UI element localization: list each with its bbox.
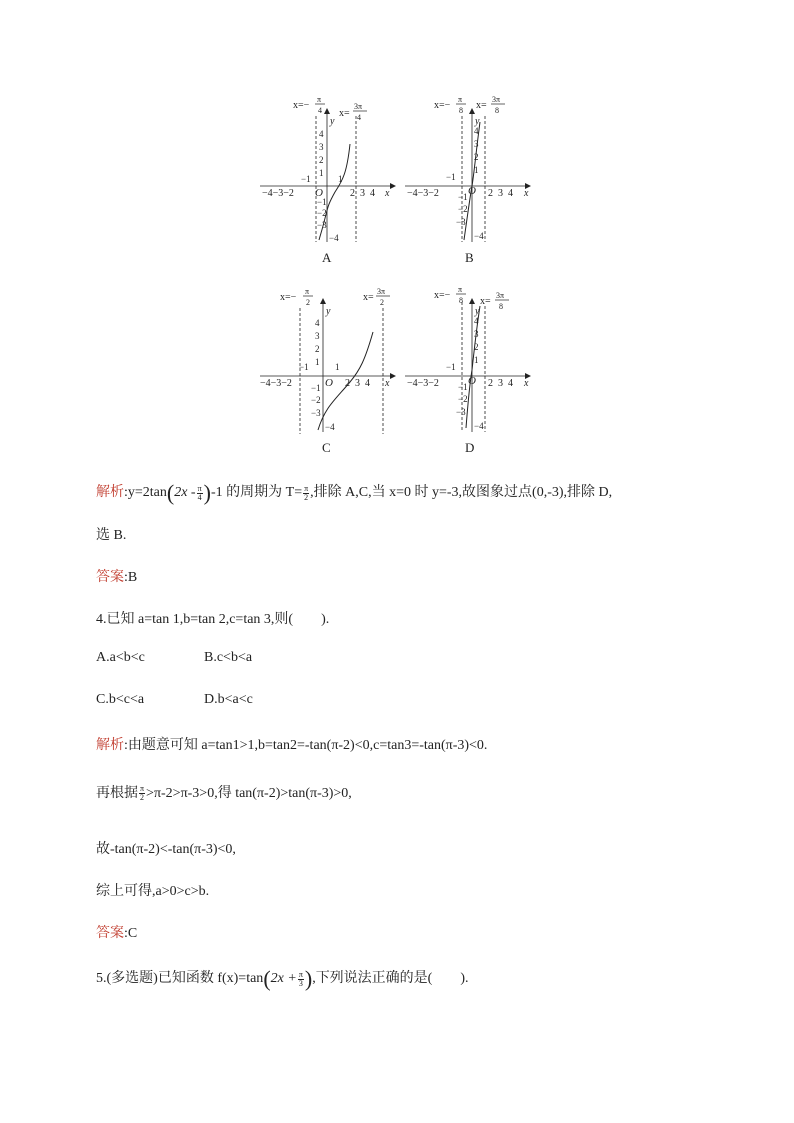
graph-a-yn3: −3 (317, 220, 327, 230)
graph-a-yn1: −1 (317, 197, 327, 207)
graph-c-origin: O (325, 377, 333, 389)
graph-c-x1: 1 (335, 362, 340, 372)
graph-c-yn2: −2 (311, 395, 321, 405)
graph-b-yn3: −3 (456, 217, 466, 227)
graph-c-y2: 2 (315, 344, 320, 354)
q3-answer (96, 566, 137, 586)
q4-options-row-1 (96, 650, 252, 666)
graph-b-right-asym-num: 3π (492, 95, 501, 104)
graph-a-y4: 4 (319, 129, 324, 139)
q4-analysis-label: 解析 (96, 738, 124, 753)
graph-a-y3: 3 (319, 142, 324, 152)
q3-analysis-label: 解析 (96, 485, 124, 501)
graph-d-caption: D (465, 440, 475, 455)
graph-c-yn4: −4 (325, 422, 335, 432)
q5-stem: 5.(多选题)已知函数 f(x)=tan(2x + $\frac{\pi}{3}$ ),下列说法正确的是( ). (96, 966, 469, 991)
q3-answer-value: :B (124, 570, 138, 585)
q4-analysis-text-1: :由题意可知 a=tan1>1,b=tan2=-tan(π-2)<0,c=tan3=-tan(π-3)<0. (124, 738, 488, 753)
graph-b-y4: 4 (474, 126, 479, 136)
q3-analysis-text-4: 选 B. (96, 528, 127, 543)
graph-d-y3: 3 (474, 329, 479, 339)
q4-option-d: D.b<a<c (204, 692, 253, 707)
graph-c-left-asym-den: 2 (306, 298, 310, 307)
q5-stem-inner: 2x + (270, 971, 297, 987)
graph-b-svg (400, 92, 700, 262)
q3-analysis-line-1: 解析:y=2tan(2x - $\frac{\pi}{4}$ )-1 的周期为 T= $\frac{\pi}{2}$ ,排除 A,C,当 x=0 时 y=-3,故图象过点(0,-3),排除 D, (96, 480, 613, 505)
graph-a-yn4: −4 (329, 233, 339, 243)
q4-analysis-3: 故-tan(π-2)<-tan(π-3)<0, (96, 842, 236, 857)
graph-d-xneg: −4−3−2 (407, 378, 439, 389)
graph-d-right-asym-label: x= (480, 296, 491, 307)
graph-a-y1: 1 (319, 168, 324, 178)
graph-a-xneg: −4−3−2 (262, 188, 294, 199)
graph-d-right-asym-num: 3π (496, 291, 505, 300)
q4-frac: $\frac{\pi}{2}$ (140, 784, 145, 803)
graph-b-left-asym-den: 8 (459, 106, 463, 115)
graph-c-xlabel: x (385, 378, 390, 389)
q5-stem-post: ,下列说法正确的是( ). (312, 971, 469, 987)
graph-d-y2: 2 (474, 342, 479, 352)
graph-c-y1: 1 (315, 357, 320, 367)
graph-a-ylabel: y (330, 116, 335, 127)
graph-d-ylabel: y (475, 306, 480, 317)
graph-d-yn1: −1 (458, 382, 468, 392)
graph-c-left-asym-label: x=− (280, 292, 297, 303)
graph-b-left-asym-num: π (458, 95, 463, 104)
q3-frac-1: $\frac{\pi}{4}$ (197, 483, 202, 502)
q3-analysis-text-1: :y=2tan (124, 485, 167, 501)
graph-c-y4: 4 (315, 318, 320, 328)
graph-c-yn1: −1 (311, 383, 321, 393)
graph-d-xpos: 2 3 4 (488, 378, 513, 389)
graph-b (400, 92, 700, 262)
graph-a-caption: A (322, 250, 332, 265)
graph-d-y1: 1 (474, 355, 479, 365)
graph-b-yn1: −1 (458, 192, 468, 202)
q5-frac: $\frac{\pi}{3}$ (298, 969, 303, 988)
q3-analysis-text-3: ,排除 A,C,当 x=0 时 y=-3,故图象过点(0,-3),排除 D, (310, 485, 613, 501)
graph-d-y4: 4 (474, 316, 479, 326)
graph-d (400, 282, 700, 452)
q4-answer (96, 922, 137, 942)
graph-a-y2: 2 (319, 155, 324, 165)
graph-a-left-asym-num: π (317, 95, 322, 104)
graph-b-caption: B (465, 250, 474, 265)
graph-a-xn1: −1 (301, 174, 311, 184)
graph-a-left-asym-den: 4 (318, 106, 322, 115)
graph-c-xneg: −4−3−2 (260, 378, 292, 389)
graph-c-xpos: 2 3 4 (345, 378, 370, 389)
q4-answer-value: :C (124, 926, 138, 941)
q4-answer-label: 答案 (96, 926, 124, 941)
graph-c-right-asym-num: 3π (377, 287, 386, 296)
q4-stem: 4.已知 a=tan 1,b=tan 2,c=tan 3,则( ). (96, 612, 330, 627)
graph-a-x1: 1 (338, 174, 343, 184)
graph-b-right-asym-den: 8 (495, 106, 499, 115)
graph-c-yn3: −3 (311, 408, 321, 418)
q3-answer-label: 答案 (96, 570, 124, 585)
graph-c-right-asym-den: 2 (380, 298, 384, 307)
graph-b-right-asym-label: x= (476, 100, 487, 111)
graph-b-ylabel: y (475, 116, 480, 127)
graph-b-yn4: −4 (474, 231, 484, 241)
graph-b-yn2: −2 (458, 204, 468, 214)
graph-a-xlabel: x (385, 188, 390, 199)
graph-a-right-asym-num: 3π (354, 102, 363, 111)
graph-d-xn1: −1 (446, 362, 456, 372)
q4-analysis-2-post: >π-2>π-3>0,得 tan(π-2)>tan(π-3)>0, (146, 786, 352, 801)
graph-b-xneg: −4−3−2 (407, 188, 439, 199)
graph-b-left-asym-label: x=− (434, 100, 451, 111)
graph-d-yn4: −4 (474, 421, 484, 431)
graph-c-ylabel: y (326, 306, 331, 317)
q3-analysis-inner: 2x - (174, 485, 196, 501)
graph-b-xn1: −1 (446, 172, 456, 182)
graph-c-right-asym-label: x= (363, 292, 374, 303)
graph-b-y3: 3 (474, 139, 479, 149)
graph-d-left-asym-num: π (458, 285, 463, 294)
graph-b-y2: 2 (474, 152, 479, 162)
graph-d-svg (400, 282, 700, 452)
q3-analysis-text-2: -1 的周期为 T= (210, 485, 303, 501)
q4-analysis-2-pre: 再根据 (96, 786, 138, 801)
q4-option-c: C.b<c<a (96, 692, 145, 707)
q4-option-a: A.a<b<c (96, 650, 145, 665)
q3-analysis-line-2 (96, 524, 126, 544)
q4-options-row-2 (96, 692, 253, 708)
graph-c-left-asym-num: π (305, 287, 310, 296)
q4-analysis-1 (96, 734, 487, 754)
q4-analysis-4: 综上可得,a>0>c>b. (96, 884, 210, 899)
graph-b-xlabel: x (524, 188, 529, 199)
q3-frac-2: $\frac{\pi}{2}$ (304, 483, 309, 502)
graph-a-yn2: −2 (317, 208, 327, 218)
graph-d-yn2: −2 (458, 394, 468, 404)
q4-analysis-2 (96, 782, 352, 802)
graph-d-left-asym-den: 8 (459, 296, 463, 305)
graph-d-xlabel: x (524, 378, 529, 389)
graph-d-yn3: −3 (456, 407, 466, 417)
graph-a-right-asym-label: x= (339, 108, 350, 119)
graph-a-xpos: 2 3 4 (350, 188, 375, 199)
graph-c-y3: 3 (315, 331, 320, 341)
graph-d-origin: O (468, 375, 476, 387)
graph-a-right-asym-den: 4 (357, 113, 361, 122)
graph-b-y1: 1 (474, 165, 479, 175)
graph-d-right-asym-den: 8 (499, 302, 503, 311)
graph-a-origin: O (315, 187, 323, 199)
q4-option-b: B.c<b<a (204, 650, 253, 665)
q5-stem-pre: 5.(多选题)已知函数 f(x)=tan (96, 971, 264, 987)
graph-c-xn1: −1 (299, 362, 309, 372)
graph-b-xpos: 2 3 4 (488, 188, 513, 199)
graph-c-caption: C (322, 440, 331, 455)
graph-b-origin: O (468, 185, 476, 197)
graph-a-left-asym-label: x=− (293, 100, 310, 111)
graph-d-left-asym-label: x=− (434, 290, 451, 301)
